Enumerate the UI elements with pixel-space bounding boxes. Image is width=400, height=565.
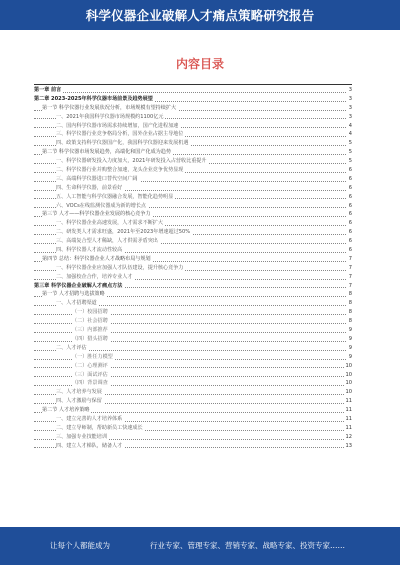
footer-slogan-right: 行业专家、管理专家、营销专家、战略专家、投资专家…… — [150, 541, 345, 550]
toc-entry-page: 11 — [345, 407, 352, 414]
toc-entry-text: （一）校园招聘 — [72, 309, 108, 316]
toc-entry[interactable] — [34, 113, 352, 122]
toc-entry[interactable] — [34, 255, 352, 264]
toc-entry[interactable] — [34, 424, 352, 433]
toc-entry-text: （四）猎头招聘 — [72, 335, 108, 342]
toc-entry-text: （三）内部推荐 — [72, 327, 108, 334]
footer-slogan-left: 让每个人都能成为 — [50, 541, 110, 550]
toc-entry-text: 四、人才激励与保留 — [56, 398, 102, 405]
toc-entry-text: 第二节 科学仪器市场发展趋势，高端化和国产化成为趋势 — [42, 149, 171, 156]
header-bar — [0, 0, 400, 30]
toc-entry-text: 第三节 人才——科学仪器企业发展的核心竞争力 — [42, 211, 151, 218]
footer-bar — [0, 527, 400, 565]
toc-entry-page: 6 — [348, 175, 352, 182]
toc-entry-page: 11 — [345, 398, 352, 405]
toc-entry-text: 二、研发类人才需求旺盛，2021年至2023年增速超过50% — [56, 229, 191, 236]
toc-entry[interactable] — [34, 282, 352, 291]
toc-entry[interactable] — [34, 148, 352, 157]
toc-entry-text: 四、生命科学仪器，前景看好 — [56, 184, 123, 191]
toc-entry-page: 3 — [348, 95, 352, 102]
toc-entry-page: 6 — [348, 229, 352, 236]
toc-leader-dots — [34, 92, 346, 93]
toc-entry[interactable] — [34, 397, 352, 406]
toc-entry-page: 7 — [348, 255, 352, 262]
toc-entry-page: 10 — [345, 380, 352, 387]
toc-entry-page: 8 — [348, 318, 352, 325]
toc-entry-text: 第二节 人才培养策略 — [42, 407, 90, 414]
toc-entry[interactable] — [34, 371, 352, 380]
toc-entry-page: 5 — [348, 158, 352, 165]
toc-entry-page: 7 — [348, 273, 352, 280]
toc-entry-page: 3 — [348, 104, 352, 111]
toc-entry-text: 一、2021年我国科学仪器市场规模约1100亿元 — [56, 113, 164, 120]
toc-entry-text: 五、人工智能与科学仪器融合发展，智能化趋势明显 — [56, 193, 174, 200]
toc-entry-text: 二、国内科学仪器市场需求持续增加，国产化进程加速 — [56, 122, 179, 129]
toc-entry[interactable] — [34, 273, 352, 282]
toc-entry-page: 8 — [348, 309, 352, 316]
toc-entry[interactable] — [34, 86, 352, 95]
toc-entry[interactable] — [34, 166, 352, 175]
toc-entry-text: （二）心理测评 — [72, 362, 108, 369]
toc-entry[interactable] — [34, 299, 352, 308]
toc-entry-page: 8 — [348, 291, 352, 298]
toc-entry[interactable] — [34, 122, 352, 131]
toc-entry-page: 6 — [348, 184, 352, 191]
table-of-contents — [34, 86, 352, 451]
toc-entry-page: 6 — [348, 211, 352, 218]
toc-entry[interactable] — [34, 184, 352, 193]
toc-entry[interactable] — [34, 95, 352, 104]
toc-entry-page: 10 — [345, 389, 352, 396]
toc-entry[interactable] — [34, 237, 352, 246]
toc-entry-page: 9 — [348, 327, 352, 334]
toc-entry[interactable] — [34, 104, 352, 113]
toc-entry-page: 5 — [348, 149, 352, 156]
toc-heading: 内容目录 — [175, 57, 224, 71]
toc-entry[interactable] — [34, 335, 352, 344]
toc-entry[interactable] — [34, 130, 352, 139]
toc-entry[interactable] — [34, 157, 352, 166]
toc-entry-text: 三、高端科学仪器进口替代空间广阔 — [56, 175, 138, 182]
toc-entry[interactable] — [34, 228, 352, 237]
toc-entry-text: 第一节 科学仪器行业发展状况分析，市场规模有望持续扩大 — [42, 104, 177, 111]
toc-entry[interactable] — [34, 379, 352, 388]
report-title: 科学仪器企业破解人才痛点策略研究报告 — [85, 8, 315, 23]
toc-entry-text: 三、科学仪器行业竞争格局分析，国外企业占据主导地位 — [56, 131, 184, 138]
toc-entry-page: 6 — [348, 193, 352, 200]
toc-entry-text: 第一章 前言 — [34, 87, 62, 93]
toc-entry[interactable] — [34, 442, 352, 451]
toc-entry[interactable] — [34, 326, 352, 335]
toc-entry-text: 第三章 科学仪器企业破解人才痛点方法 — [34, 282, 123, 289]
toc-entry-page: 5 — [348, 140, 352, 147]
toc-entry-text: 第一节 人才招聘与选拔策略 — [42, 291, 105, 298]
toc-entry[interactable] — [34, 264, 352, 273]
toc-entry-text: （四）背景调查 — [72, 380, 108, 387]
toc-entry-page: 9 — [348, 335, 352, 342]
toc-entry-page: 3 — [348, 113, 352, 120]
toc-entry-page: 3 — [348, 87, 352, 93]
toc-entry-text: 二、加强校企合作，培养专业人才 — [56, 273, 133, 280]
toc-entry-text: （三）面试评估 — [72, 371, 108, 378]
toc-entry-text: 四、建立人才梯队，储备人才 — [56, 442, 123, 449]
toc-entry[interactable] — [34, 175, 352, 184]
toc-entry-text: 四、科学仪器人才流动性较高 — [56, 247, 123, 254]
toc-entry-page: 9 — [348, 344, 352, 351]
toc-entry[interactable] — [34, 433, 352, 442]
toc-entry[interactable] — [34, 246, 352, 255]
toc-entry-page: 6 — [348, 247, 352, 254]
toc-entry-page: 10 — [345, 371, 352, 378]
toc-entry[interactable] — [34, 193, 352, 202]
toc-entry-text: 一、人才招聘渠道 — [56, 300, 97, 307]
toc-entry-page: 10 — [345, 362, 352, 369]
toc-entry-page: 9 — [348, 353, 352, 360]
toc-entry[interactable] — [34, 406, 352, 415]
toc-entry[interactable] — [34, 353, 352, 362]
toc-entry-text: （一）胜任力模型 — [72, 353, 113, 360]
toc-entry-text: 二、科学仪器行业并购整合加速，龙头企业竞争优势显现 — [56, 167, 184, 174]
toc-entry[interactable] — [34, 388, 352, 397]
toc-entry-text: 二、人才评估 — [56, 344, 87, 351]
toc-entry-text: 三、高端复合型人才稀缺，人才供需矛盾突出 — [56, 238, 158, 245]
toc-entry[interactable] — [34, 210, 352, 219]
toc-entry-page: 7 — [348, 264, 352, 271]
toc-entry-page: 4 — [348, 122, 352, 129]
toc-entry-text: 三、加强专业技能培训 — [56, 433, 107, 440]
toc-entry-page: 11 — [345, 415, 352, 422]
toc-entry[interactable] — [34, 362, 352, 371]
toc-top-rule — [34, 84, 352, 85]
toc-entry-page: 6 — [348, 167, 352, 174]
toc-entry-text: 一、科学仪器企业应加强人才队伍建设，提升核心竞争力 — [56, 264, 184, 271]
toc-entry-text: （二）社会招聘 — [72, 318, 108, 325]
toc-entry-page: 6 — [348, 220, 352, 227]
toc-entry[interactable] — [34, 290, 352, 299]
toc-entry[interactable] — [34, 344, 352, 353]
toc-entry-text: 一、建立完善的人才培养体系 — [56, 415, 123, 422]
toc-entry[interactable] — [34, 202, 352, 211]
toc-entry-text: 四、政策支持科学仪器国产化，我国科学仪器迎来发展机遇 — [56, 140, 189, 147]
toc-entry-page: 13 — [345, 442, 352, 449]
toc-entry-page: 6 — [348, 238, 352, 245]
toc-entry-page: 6 — [348, 202, 352, 209]
toc-entry[interactable] — [34, 415, 352, 424]
toc-entry-text: 二、建立导师制，帮助新员工快速成长 — [56, 424, 143, 431]
toc-entry[interactable] — [34, 219, 352, 228]
toc-entry[interactable] — [34, 308, 352, 317]
toc-entry-page: 4 — [348, 131, 352, 138]
toc-entry-page: 11 — [345, 424, 352, 431]
toc-entry-text: 一、科学仪器研发投入力度加大，2021年研发投入占营收比重提升 — [56, 158, 207, 165]
toc-entry[interactable] — [34, 317, 352, 326]
toc-entry-page: 8 — [348, 300, 352, 307]
toc-entry-page: 7 — [348, 282, 352, 289]
toc-entry-text: 六、VOCs在线监测仪器成为新的增长点 — [56, 202, 147, 209]
toc-entry-text: 第二章 2023-2025年科学仪器市场前景及趋势展望 — [34, 95, 153, 102]
toc-entry[interactable] — [34, 139, 352, 148]
toc-entry-text: 一、科学仪器企业高速发展，人才需求不断扩大 — [56, 220, 163, 227]
toc-entry-page: 12 — [345, 433, 352, 440]
toc-entry-text: 三、人才培养与发展 — [56, 389, 102, 396]
toc-entry-text: 第四节 总结：科学仪器企业人才战略布局与规划 — [42, 255, 151, 262]
